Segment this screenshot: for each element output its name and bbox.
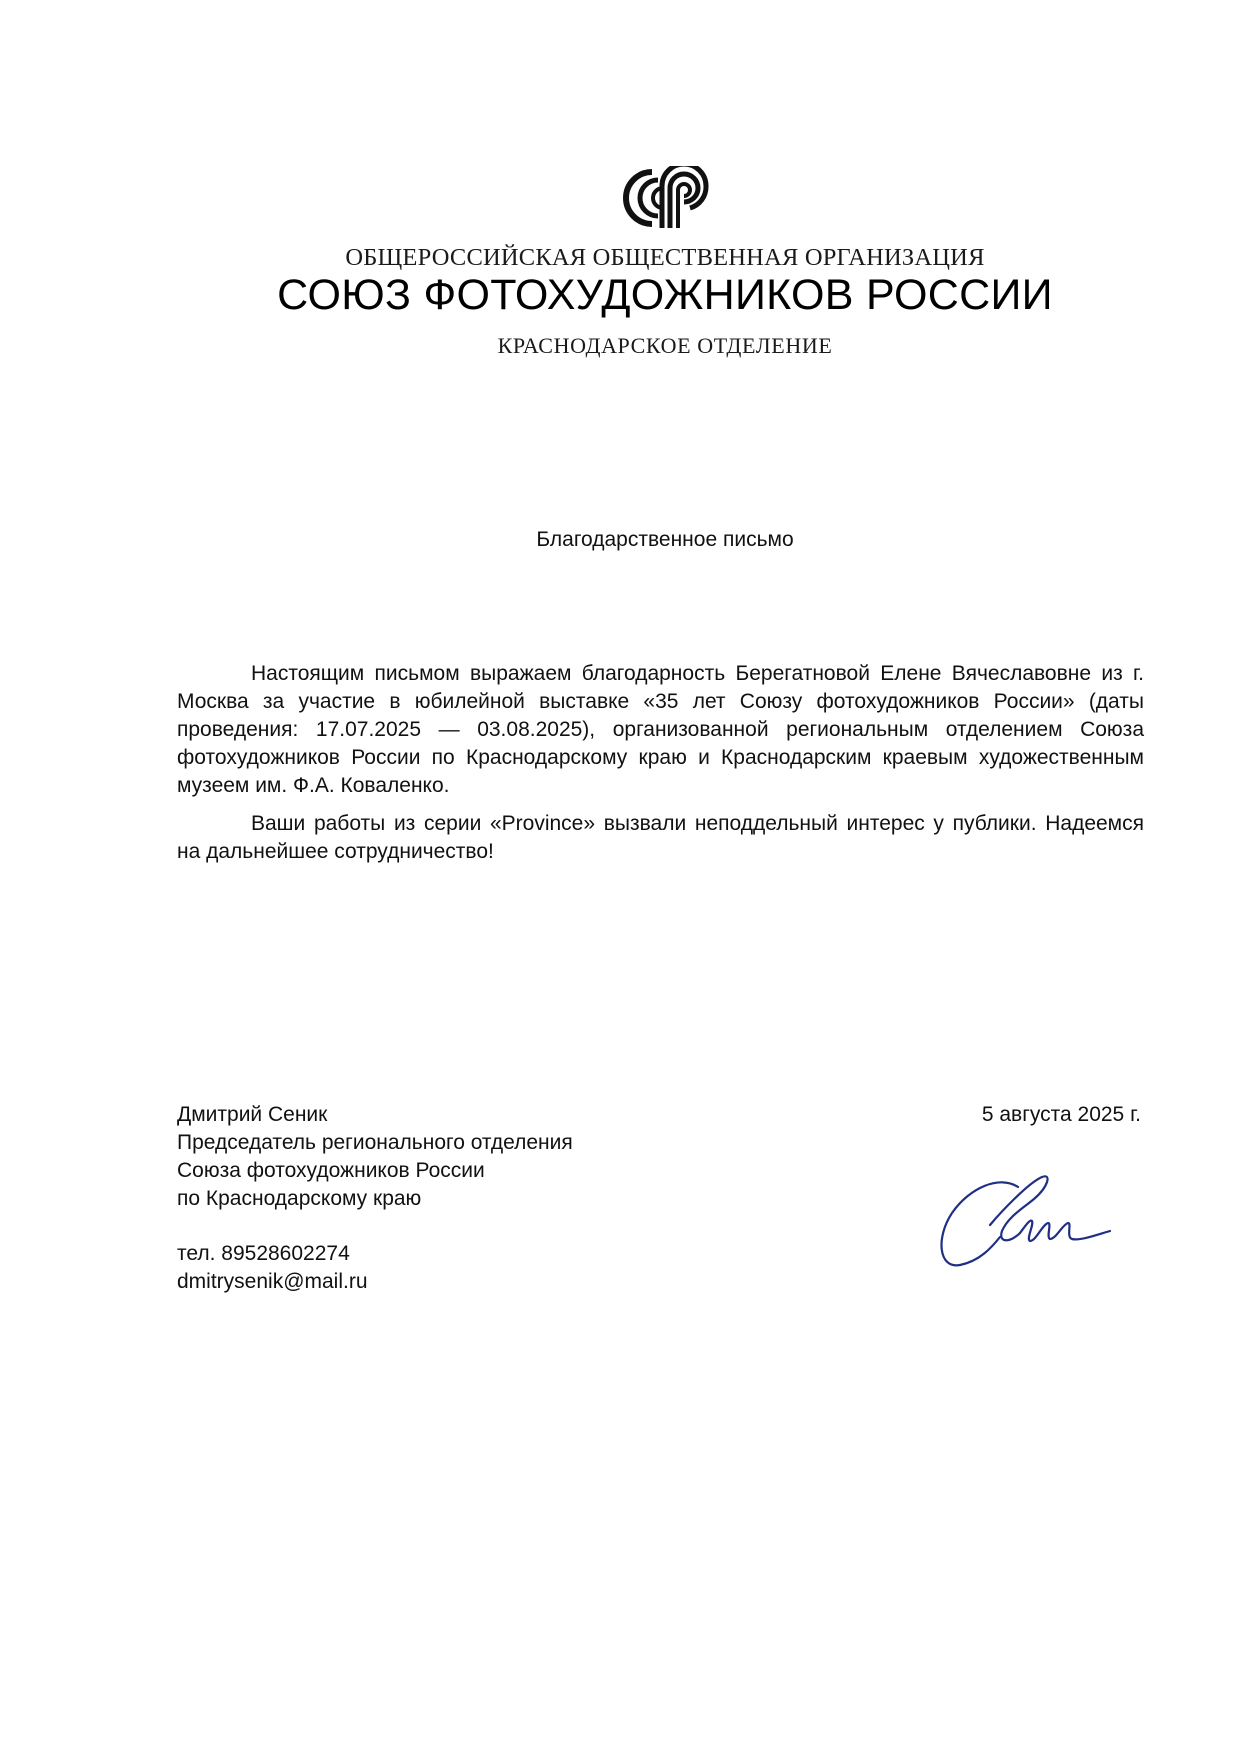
organization-type: ОБЩЕРОССИЙСКАЯ ОБЩЕСТВЕННАЯ ОРГАНИЗАЦИЯ [345, 244, 985, 271]
letter-paragraph: Настоящим письмом выражаем благодарность Берегатновой Елене Вячеславовне из г. Москва за участие в юбилейной выставке «35 лет Союзу фотохудожников России» (даты проведения: 17.07.2025 — 03.08.2025), организованной региональным отделением Союза фотохудожников России по Краснодарскому краю и Краснодарским краевым художественным музеем им. Ф.А. Коваленко. [177, 662, 1144, 797]
signer-position: Союза фотохудожников России [177, 1159, 485, 1182]
signer-block [177, 1101, 573, 1213]
signer-position: Председатель регионального отделения [177, 1131, 573, 1154]
letter-date: 5 августа 2025 г. [981, 1103, 1141, 1126]
letter-title: Благодарственное письмо [536, 528, 794, 551]
organization-branch: КРАСНОДАРСКОЕ ОТДЕЛЕНИЕ [497, 333, 833, 358]
union-emblem-icon [618, 166, 714, 230]
signer-email: dmitrysenik@mail.ru [177, 1270, 368, 1293]
handwritten-signature-icon [930, 1165, 1130, 1285]
signer-position: по Краснодарскому краю [177, 1187, 422, 1210]
organization-name: СОЮЗ ФОТОХУДОЖНИКОВ РОССИИ [277, 271, 1053, 319]
contacts-block [177, 1240, 368, 1296]
signer-name: Дмитрий Сеник [177, 1103, 328, 1126]
letter-body [177, 660, 1144, 876]
signer-phone: тел. 89528602274 [177, 1242, 350, 1265]
letter-paragraph: Ваши работы из серии «Province» вызвали неподдельный интерес у публики. Надеемся на дальнейшее сотрудничество! [177, 812, 1144, 863]
